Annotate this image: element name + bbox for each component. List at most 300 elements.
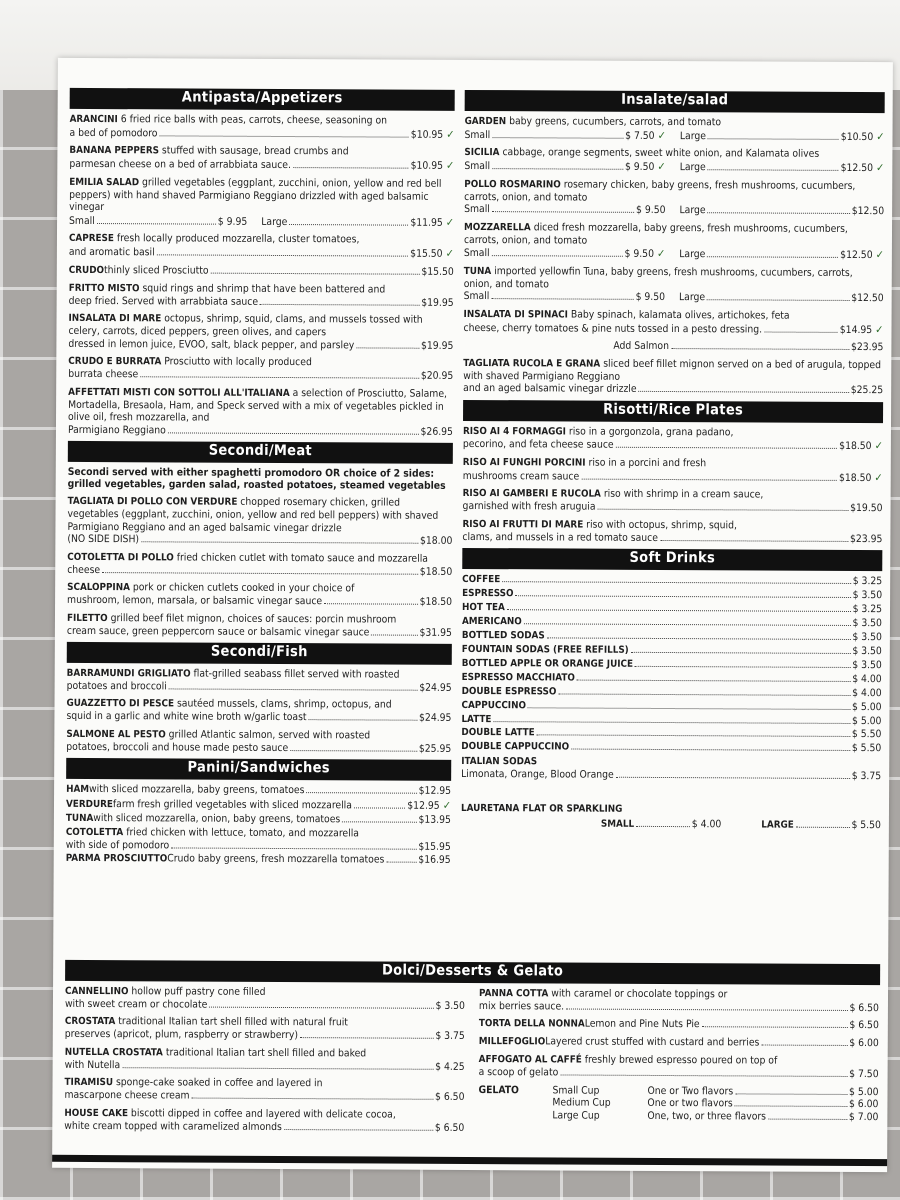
item-price: $15.95: [418, 840, 451, 853]
leader-dots: [707, 256, 838, 258]
risotti-section: [462, 400, 883, 546]
item-name: BANANA PEPPERS: [69, 145, 160, 157]
item-description-cont: squid in a garlic and white wine broth w/garlic toast: [66, 710, 307, 724]
leader-dots: [157, 255, 409, 257]
gelato-block: [478, 1084, 878, 1124]
bottom-rule: [52, 1155, 887, 1166]
item-name: AFFETTATI MISTI CON SOTTOLI ALL'ITALIANA: [68, 386, 290, 399]
price-row: [463, 469, 883, 485]
item-description: fresh locally produced mozzarella, cluster tomatoes,: [116, 232, 360, 246]
drink-row: [462, 657, 882, 672]
leader-dots: [598, 509, 849, 511]
item-name: RISO AI 4 FORMAGGI: [462, 425, 566, 437]
item-price: $31.95: [419, 626, 452, 639]
item-description-cont: (NO SIDE DISH): [67, 532, 140, 546]
item-name: INSALATA DI SPINACI: [463, 308, 568, 321]
item-price: $23.95: [849, 532, 883, 546]
item-description: Baby spinach, kalamata olives, artichokes, feta: [570, 308, 790, 322]
price-row: [66, 710, 451, 725]
item-name: POLLO ROSMARINO: [464, 178, 561, 191]
leader-dots: [616, 447, 838, 449]
item-name: CAPRESE: [68, 233, 114, 245]
small-price: $ 9.50: [635, 291, 666, 304]
drink-name: LATTE: [461, 713, 492, 725]
leader-dots: [635, 666, 850, 668]
item-description-cont: deep fried. Served with arrabbiata sauce: [68, 294, 259, 308]
menu-item: [66, 697, 451, 724]
price-row: [69, 157, 454, 173]
desserts-section: [64, 956, 880, 1141]
vegetarian-icon: ✓: [445, 247, 454, 261]
item-name: TUNA: [65, 812, 94, 824]
item-description: riso with octopus, shrimp, squid,: [586, 518, 738, 532]
item-description-cont: parmesan cheese on a bed of arrabbiata sauce.: [69, 157, 291, 172]
item-price: $15.50: [410, 247, 443, 261]
item-name: COTOLETTA DI POLLO: [67, 551, 174, 564]
menu-item: [65, 985, 465, 1013]
leader-dots: [537, 735, 850, 738]
leader-dots: [324, 603, 418, 604]
item-name: COTOLETTA: [65, 826, 124, 838]
item-price: $24.95: [419, 681, 452, 694]
drink-name: BOTTLED APPLE OR ORANGE JUICE: [461, 657, 634, 670]
leader-dots: [671, 348, 849, 350]
vegetarian-icon: ✓: [446, 127, 455, 141]
item-price: $11.95: [410, 216, 443, 229]
large-label: Large: [679, 291, 706, 304]
menu-item: [64, 1106, 464, 1134]
section-header: Insalate/salad: [465, 90, 885, 113]
drink-row: [462, 601, 882, 616]
item-description: with sliced mozzarella, baby greens, tomatoes: [89, 782, 305, 796]
price-row: [64, 1119, 464, 1134]
small-price: $ 9.95: [217, 215, 248, 228]
item-description: farm fresh grilled vegetables with sliced mozzarella: [112, 797, 352, 812]
item-price: $19.95: [420, 339, 454, 352]
item-price: $ 4.25: [435, 1060, 465, 1073]
drink-row: [461, 712, 881, 727]
fish-section: [66, 642, 452, 755]
leader-dots: [192, 1098, 433, 1100]
leader-dots: [171, 847, 416, 849]
menu-item: [69, 232, 454, 260]
item-description: sliced beef fillet mignon served on a bed of arugula, topped with shaved Parmigiano Reggiano: [463, 357, 882, 383]
menu-sheet: [52, 58, 893, 1172]
drinks-section: [461, 548, 882, 831]
item-price: $24.95: [419, 711, 452, 725]
item-name: SCALOPPINA: [67, 581, 130, 594]
leader-dots: [122, 1067, 433, 1070]
section-intro: Secondi served with either spaghetti promodoro OR choice of 2 sides: grilled vegetables, garden salad, roasted potatoes, steamed vegetables: [67, 465, 446, 493]
price-row: [464, 203, 884, 218]
menu-item: [65, 1015, 465, 1043]
item-description-cont: Add Salmon: [613, 339, 670, 353]
item-description: flat-grilled seabass fillet served with roasted: [193, 667, 400, 681]
item-description-cont: and aromatic basil: [68, 246, 155, 259]
vegetarian-icon: ✓: [657, 128, 666, 142]
vegetarian-icon: ✓: [874, 439, 883, 453]
item-price: $12.50: [851, 292, 884, 305]
menu-item: [69, 264, 454, 279]
vegetarian-icon: ✓: [446, 158, 455, 173]
leader-dots: [290, 750, 417, 752]
leader-dots: [581, 478, 837, 480]
leader-dots: [707, 299, 849, 301]
item-description-cont: with sweet cream or chocolate: [64, 997, 208, 1011]
drink-row: [462, 685, 882, 700]
item-name: MOZZARELLA: [464, 221, 531, 233]
item-name: EMILIA SALAD: [69, 176, 140, 188]
leader-dots: [566, 1008, 847, 1010]
item-description-cont: Parmigiano Reggiano: [67, 423, 166, 437]
item-description: squid rings and shrimp that have been battered and: [142, 281, 386, 296]
item-price: $ 6.50: [434, 1090, 465, 1104]
item-price: $18.50: [419, 565, 453, 578]
leader-dots: [309, 719, 417, 721]
item-name: GUAZZETTO DI PESCE: [66, 698, 175, 710]
menu-item: [464, 221, 884, 262]
vegetarian-icon: ✓: [875, 248, 884, 262]
item-description: with sliced mozzarella, onion, baby greens, tomatoes: [93, 811, 341, 826]
small-label: Small: [69, 214, 95, 227]
item-name: RISO AI FRUTTI DI MARE: [462, 518, 584, 531]
small-price: $ 9.50: [624, 160, 655, 174]
desserts-left: [64, 985, 465, 1140]
item-description: grilled beef filet mignon, choices of sauces: porcin mushroom: [110, 611, 397, 626]
large-label: Large: [679, 248, 706, 261]
menu-item: [464, 146, 884, 175]
item-price: $10.95: [410, 128, 444, 141]
price-row: [463, 437, 883, 453]
leader-dots: [616, 777, 850, 779]
vegetarian-icon: ✓: [875, 322, 884, 336]
drink-price: $ 5.00: [851, 714, 882, 727]
leader-dots: [492, 255, 623, 257]
drink-price: $ 3.25: [852, 602, 883, 616]
section-header: Antipasta/Appetizers: [70, 88, 455, 111]
item-name: ARANCINI: [69, 113, 118, 125]
drink-price: $ 3.50: [852, 616, 882, 630]
item-description-cont: potatoes, broccoli and house made pesto sauce: [66, 740, 289, 754]
item-description: stuffed with sausage, bread crumbs and: [161, 144, 349, 158]
drink-name: HOT TEA: [462, 601, 505, 614]
vegetarian-icon: ✓: [657, 160, 666, 174]
vegetarian-icon: ✓: [656, 247, 666, 261]
menu-item: [463, 456, 883, 485]
item-description: traditional Italian tart shell filled with natural fruit: [118, 1015, 348, 1029]
drink-row: [462, 573, 882, 588]
item-description: grilled Atlantic salmon, served with roasted: [168, 728, 371, 742]
drink-price: $ 5.50: [851, 728, 882, 741]
item-price: $ 6.00: [849, 1037, 879, 1050]
item-description: grilled vegetables (eggplant, zucchini, onion, yellow and red bell peppers) with hand shaved Parmigiano Reggiano drizzled with aged balsamic vinegar: [69, 175, 442, 214]
leader-dots: [708, 138, 839, 140]
drink-name: DOUBLE CAPPUCCINO: [461, 741, 570, 753]
leader-dots: [796, 826, 850, 827]
item-description: riso in a porcini and fresh: [588, 456, 707, 470]
item-description: traditional Italian tart shell filled and baked: [165, 1046, 367, 1060]
appetizers-section: [68, 88, 455, 438]
italian-sodas-row: [461, 768, 881, 783]
water-row: [461, 817, 881, 832]
item-description-cont: preserves (apricot, plum, raspberry or strawberry): [64, 1027, 299, 1042]
drink-price: $ 5.00: [852, 700, 882, 713]
item-name: TUNA: [463, 265, 492, 277]
drink-price: $ 3.50: [852, 630, 882, 644]
price-row: [464, 246, 884, 262]
item-price: $10.95: [410, 159, 444, 172]
item-name: MILLEFOGLIO: [478, 1036, 546, 1048]
italian-sodas-label: ITALIAN SODAS: [461, 756, 538, 768]
leader-dots: [515, 595, 850, 598]
item-price: $12.50: [851, 205, 885, 218]
item-description: pork or chicken cutlets cooked in your choice of: [132, 581, 355, 595]
item-name: RISO AI FUNGHI PORCINI: [462, 456, 586, 469]
leader-dots: [356, 347, 419, 348]
price-row: [463, 382, 883, 397]
menu-item: [463, 357, 883, 397]
leader-dots: [371, 634, 417, 635]
drink-name: AMERICANO: [461, 615, 522, 628]
item-price: $ 3.75: [435, 1029, 465, 1043]
item-name: PANNA COTTA: [478, 987, 549, 1000]
vegetarian-icon: ✓: [442, 798, 452, 812]
price-row: [66, 741, 451, 756]
leader-dots: [702, 1026, 848, 1028]
item-description-cont: and an aged balsamic vinegar drizzle: [463, 382, 637, 396]
item-name: AFFOGATO AL CAFFÉ: [478, 1054, 582, 1066]
menu-item: [67, 611, 452, 638]
drink-row: [461, 740, 881, 755]
item-description-cont: mushroom, lemon, marsala, or balsamic vinegar sauce: [67, 593, 323, 608]
item-description: with caramel or chocolate toppings or: [551, 987, 728, 1001]
menu-item: [66, 812, 451, 827]
item-description-cont: a bed of pomodoro: [69, 126, 158, 139]
item-name: TORTA DELLA NONNA: [478, 1018, 585, 1030]
item-name: FRITTO MISTO: [68, 282, 140, 294]
drink-row: [461, 699, 881, 714]
drink-row: [462, 615, 882, 630]
drink-row: [462, 643, 882, 658]
item-name: PARMA PROSCIUTTO: [65, 853, 168, 865]
leader-dots: [639, 391, 849, 393]
menu-item: [68, 386, 453, 439]
menu-item: [463, 308, 883, 337]
item-price: $18.50: [419, 595, 453, 608]
item-price: $ 6.50: [434, 1121, 465, 1134]
leader-dots: [211, 272, 420, 274]
drink-name: DOUBLE LATTE: [461, 727, 535, 739]
item-name: SALMONE AL PESTO: [66, 728, 166, 741]
item-description: cabbage, orange segments, sweet white onion, and Kalamata olives: [502, 146, 820, 160]
item-description: Prosciutto with locally produced: [164, 355, 312, 369]
leader-dots: [289, 224, 408, 226]
item-description: diced fresh mozzarella, baby greens, fresh mushrooms, cucumbers, carrots, onion, and tomato: [463, 221, 848, 247]
water-small-label: SMALL: [600, 818, 635, 830]
price-row: [67, 533, 452, 548]
menu-item: [69, 176, 454, 230]
leader-dots: [300, 1037, 433, 1039]
menu-item: [464, 115, 884, 144]
menu-item: [479, 987, 879, 1015]
small-price: $ 9.50: [624, 247, 655, 261]
leader-dots: [507, 609, 851, 612]
item-description: freshly brewed espresso poured on top of: [584, 1053, 778, 1067]
price-row: [69, 126, 454, 142]
item-description-cont: clams, and mussels in a red tomato sauce: [462, 530, 659, 544]
gelato-price: $ 5.00: [849, 1085, 879, 1098]
leader-dots: [102, 572, 418, 575]
price-row: [464, 290, 884, 305]
drink-row: [462, 671, 882, 686]
water-label: LAURETANA FLAT OR SPARKLING: [460, 802, 623, 815]
menu-item: [479, 1017, 879, 1032]
item-price: $ 3.50: [435, 999, 465, 1012]
section-header: Secondi/Fish: [67, 642, 452, 665]
price-row: [68, 424, 453, 439]
drink-price: $ 5.50: [851, 742, 882, 755]
item-description: a selection of Prosciutto, Salame, Mortadella, Bresaola, Ham, and Speck served with a mix of vegetables pickled in olive oil, fresh mozzarella, and: [67, 386, 448, 424]
leader-dots: [735, 1093, 847, 1095]
item-description-cont: cheese, cherry tomatoes & pine nuts tossed in a pesto dressing.: [463, 321, 763, 336]
section-header: Secondi/Meat: [68, 441, 453, 464]
gelato-label: GELATO: [478, 1083, 519, 1096]
price-row: [68, 368, 453, 383]
item-description: 6 fried rice balls with peas, carrots, cheese, seasoning on: [120, 112, 388, 127]
item-price: $19.95: [421, 296, 454, 309]
menu-item: [463, 424, 883, 453]
drink-row: [462, 587, 882, 602]
item-price: $12.95: [418, 784, 452, 797]
small-label: Small: [463, 247, 490, 260]
item-name: HOUSE CAKE: [64, 1107, 129, 1119]
price-row: [462, 531, 882, 546]
item-price: $14.95: [839, 323, 873, 336]
price-row: [464, 128, 884, 144]
drink-name: CAPPUCCINO: [461, 699, 527, 711]
menu-item: [68, 355, 453, 382]
price-row: [69, 294, 454, 309]
drink-row: [462, 629, 882, 644]
gelato-desc: One, two, or three flavors: [647, 1109, 767, 1123]
price-row: [463, 500, 883, 515]
menu-item: [66, 783, 451, 798]
section-header: Panini/Sandwiches: [66, 758, 451, 781]
item-description: riso with shrimp in a cream sauce,: [603, 488, 764, 501]
item-description: rosemary chicken, baby greens, fresh mushrooms, cucumbers, carrots, onion, and tomato: [464, 178, 856, 204]
leader-dots: [97, 223, 216, 225]
menu-item: [463, 339, 883, 354]
item-description-cont: with Nutella: [64, 1058, 121, 1071]
meat-section: [67, 441, 453, 639]
menu-item: [66, 728, 451, 755]
item-description: fried chicken cutlet with tomato sauce and mozzarella: [176, 551, 429, 565]
item-description-cont: mushrooms cream sauce: [462, 469, 580, 483]
item-price: $23.95: [850, 341, 884, 354]
drink-name: FOUNTAIN SODAS (FREE REFILLS): [461, 643, 629, 656]
item-price: $18.50: [838, 471, 872, 485]
menu-item: [464, 265, 884, 305]
item-price: $18.50: [839, 440, 872, 453]
item-price: $ 6.50: [849, 1019, 879, 1032]
price-row: [68, 338, 453, 353]
leader-dots: [284, 1129, 433, 1131]
large-label: Large: [679, 129, 706, 142]
item-description-cont: dressed in lemon juice, EVOO, salt, black pepper, and parsley: [68, 337, 355, 352]
item-description: Layered crust stuffed with custard and berries: [545, 1035, 760, 1049]
leader-dots: [577, 679, 850, 681]
item-description-cont: cream sauce, green peppercorn sauce or balsamic vinegar sauce: [66, 624, 370, 638]
price-row: [479, 1066, 879, 1081]
gelato-size: Medium Cup: [552, 1096, 611, 1109]
leader-dots: [768, 1118, 847, 1119]
item-description: octopus, shrimp, squid, clams, and mussels tossed with celery, carrots, diced peppers, green olives, and capers: [68, 312, 423, 339]
drink-price: $ 4.00: [852, 672, 882, 685]
leader-dots: [354, 807, 405, 808]
price-row: [67, 594, 452, 609]
italian-sodas-desc: Limonata, Orange, Blood Orange: [461, 768, 614, 781]
drink-name: BOTTLED SODAS: [461, 629, 545, 642]
small-label: Small: [464, 128, 491, 141]
price-row: [67, 563, 452, 578]
price-row: [65, 1028, 465, 1043]
price-row: [65, 1058, 465, 1073]
small-label: Small: [464, 203, 490, 216]
item-description: sautéed mussels, clams, shrimp, octopus, and: [176, 697, 392, 711]
item-description-cont: cheese: [67, 563, 101, 576]
item-description-cont: pecorino, and feta cheese sauce: [462, 438, 614, 452]
leader-dots: [558, 693, 850, 696]
price-row: [69, 214, 454, 230]
item-name: GARDEN: [464, 115, 507, 127]
item-description: riso in a gorgonzola, grana padano,: [568, 425, 734, 438]
item-name: SICILIA: [464, 147, 500, 159]
item-name: INSALATA DI MARE: [68, 313, 162, 325]
water-small-price: $ 4.00: [691, 817, 722, 831]
price-row: [66, 838, 451, 853]
small-label: Small: [464, 160, 491, 173]
item-description-cont: burrata cheese: [68, 367, 139, 381]
item-description: thinly sliced Prosciutto: [104, 263, 209, 277]
price-row: [69, 245, 454, 261]
small-price: $ 7.50: [625, 129, 655, 142]
leader-dots: [260, 303, 419, 305]
drink-row: [461, 726, 881, 741]
leader-dots: [502, 581, 850, 584]
leader-dots: [169, 688, 417, 690]
gelato-desc: One or two flavors: [647, 1097, 733, 1110]
menu-item: [66, 852, 451, 867]
price-row: [479, 1000, 879, 1015]
item-name: TIRAMISU: [64, 1077, 114, 1089]
water-large-price: $ 5.50: [851, 818, 881, 831]
vegetarian-icon: ✓: [876, 129, 885, 143]
leader-dots: [168, 432, 419, 434]
leader-dots: [761, 1045, 847, 1046]
left-column: [66, 84, 455, 868]
gelato-row: [552, 1109, 878, 1123]
leader-dots: [293, 167, 409, 169]
leader-dots: [660, 540, 848, 542]
item-name: CROSTATA: [64, 1016, 116, 1028]
item-price: $26.95: [420, 425, 453, 438]
section-header: Dolci/Desserts & Gelato: [65, 960, 880, 985]
leader-dots: [140, 376, 419, 378]
leader-dots: [492, 211, 634, 213]
item-name: CRUDO: [68, 264, 105, 276]
item-description: sponge-cake soaked in coffee and layered in: [115, 1076, 323, 1090]
item-price: $19.50: [850, 502, 883, 515]
